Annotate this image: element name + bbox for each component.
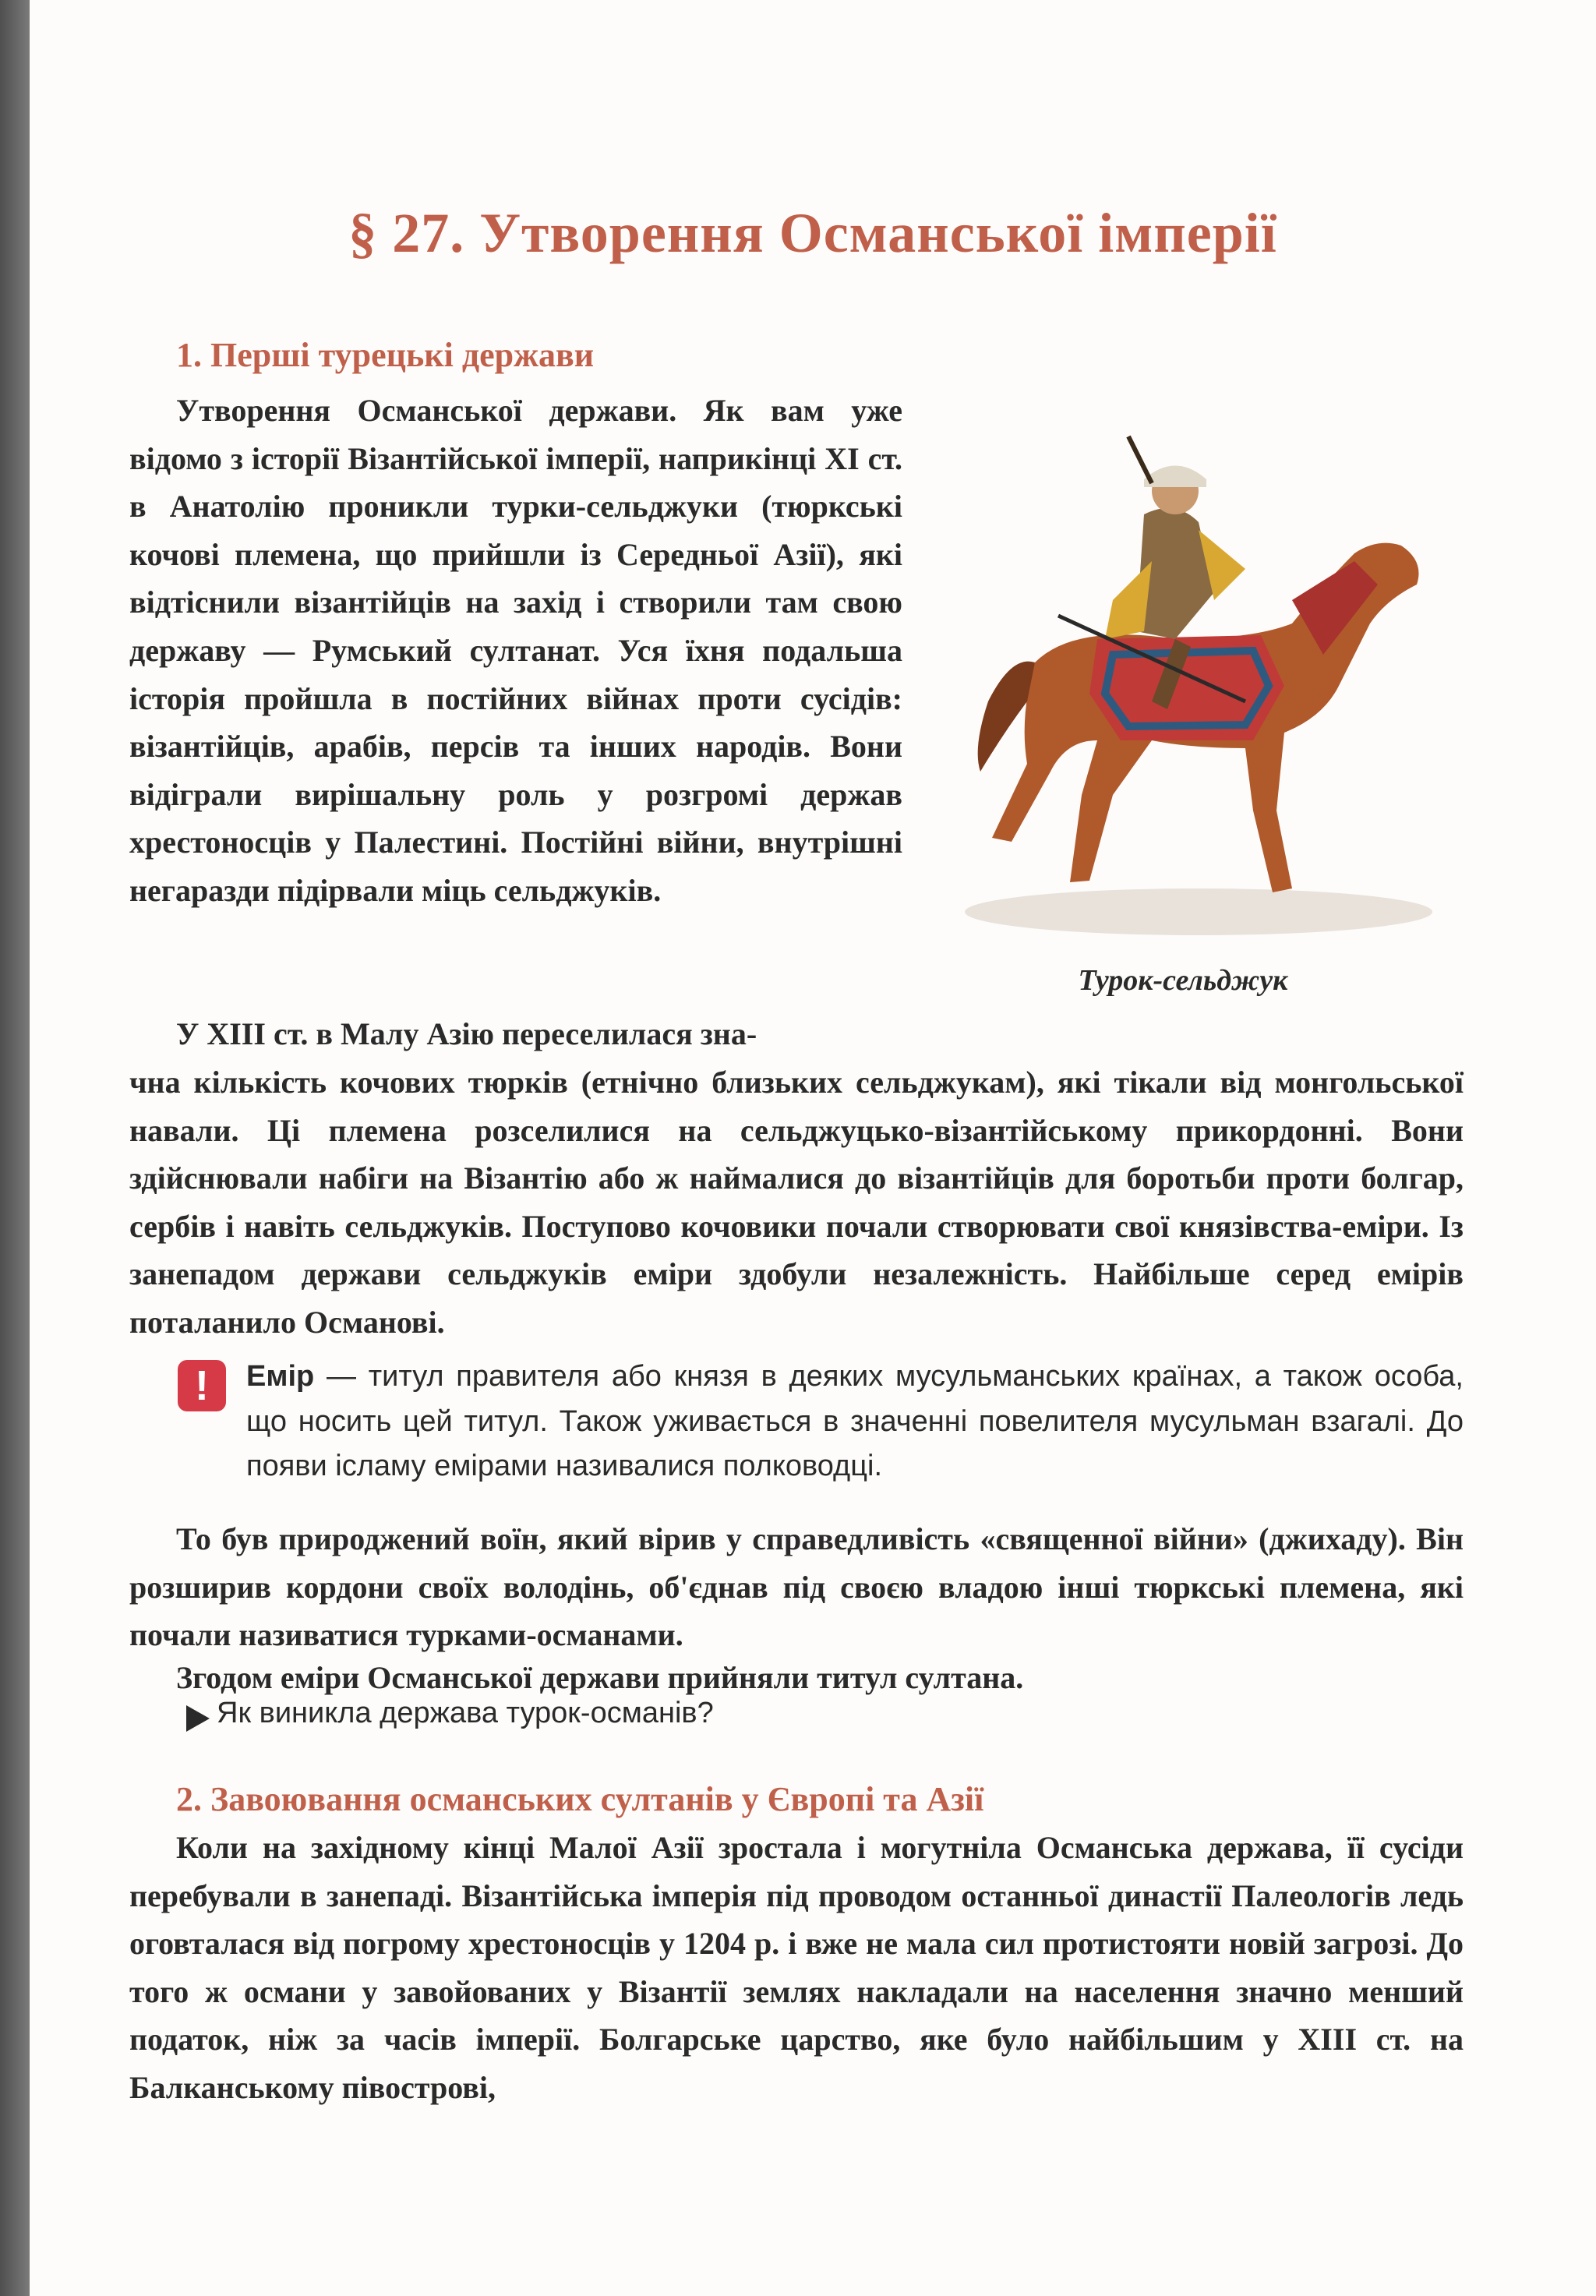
paragraph-2: чна кількість кочових тюрків (етнічно близьких сельджукам), які тікали від монгольської навали. Ці племена розселилися на сельджуцько-візантійському прикордонні. Вони здійснювали набіги на Візантію або ж наймалися до візантійців для боротьби проти болгар, сербів і навіть сельджуків. Поступово кочовики почали створювати свої князівства-еміри. Із занепадом держави сельджуків еміри здобули незалежність. Найбільше серед емірів поталанило Османові. (129, 1065, 1464, 1340)
horse-rider-image (918, 405, 1479, 966)
section-heading-1: 1. Перші турецькі держави (176, 336, 595, 374)
review-question: Як виникла держава турок-османів? (217, 1697, 714, 1729)
paragraph-3: То був природжений воїн, який вірив у справедливість «священної війни» (джихаду). Він розширив кордони своїх володінь, об'єднав під своєю владою інші тюркські племена, які почали називатися турками-османами. (129, 1521, 1464, 1653)
page-title: § 27. Утворення Османської імперії (348, 202, 1277, 264)
question-arrow-icon (186, 1705, 210, 1732)
paragraph-4: Згодом еміри Османської держави прийняли титул султана. (176, 1660, 1024, 1695)
page-edge-shadow (0, 0, 30, 2296)
paragraph-1: Утворення Османської держави. Як вам уже відомо з історії Візантійської імперії, наприкінці XI ст. в Анатолію проникли турки-сельджуки (тюркські кочові племена, що прийшли із Середньої Азії), які відтіснили візантійців на захід і створили там свою державу — Румський султанат. Уся їхня подальша історія пройшла в постійних війнах проти сусідів: візантійців, арабів, персів та інших народів. Вони відіграли вирішальну роль у розгромі держав хрестоносців у Палестині. Постійні війни, внутрішні негаразди підірвали міць сельджуків. (129, 393, 902, 908)
paragraph-2-start: У XIII ст. в Малу Азію переселилася зна- (176, 1016, 757, 1051)
definition-emir (246, 1355, 1464, 1489)
figure-caption: Турок-сельджук (1078, 964, 1288, 997)
seljuk-rider-illustration (918, 405, 1479, 966)
textbook-page (30, 0, 1596, 2296)
exclamation-icon: ! (178, 1360, 226, 1411)
section-heading-2: 2. Завоювання османських султанів у Європі та Азії (176, 1780, 984, 1818)
definition-term: Емір (246, 1360, 315, 1393)
definition-body: — титул правителя або князя в деяких мусульманських країнах, а також особа, що носить цей титул. Також уживається в значенні повелителя мусульман взагалі. До появи ісламу емірами називалися полководці. (246, 1360, 1464, 1482)
paragraph-5: Коли на західному кінці Малої Азії зростала і могутніла Османська держава, її сусіди перебували в занепаді. Візантійська імперія під проводом останньої династії Палеологів ледь оговталася від погрому хрестоносців у 1204 р. і вже не мала сил протистояти новій загрозі. До того ж османи у завойованих у Візантії землях накладали на населення значно менший податок, ніж за часів імперії. Болгарське царство, яке було найбільшим у XIII ст. на Балканському півострові, (129, 1830, 1464, 2105)
